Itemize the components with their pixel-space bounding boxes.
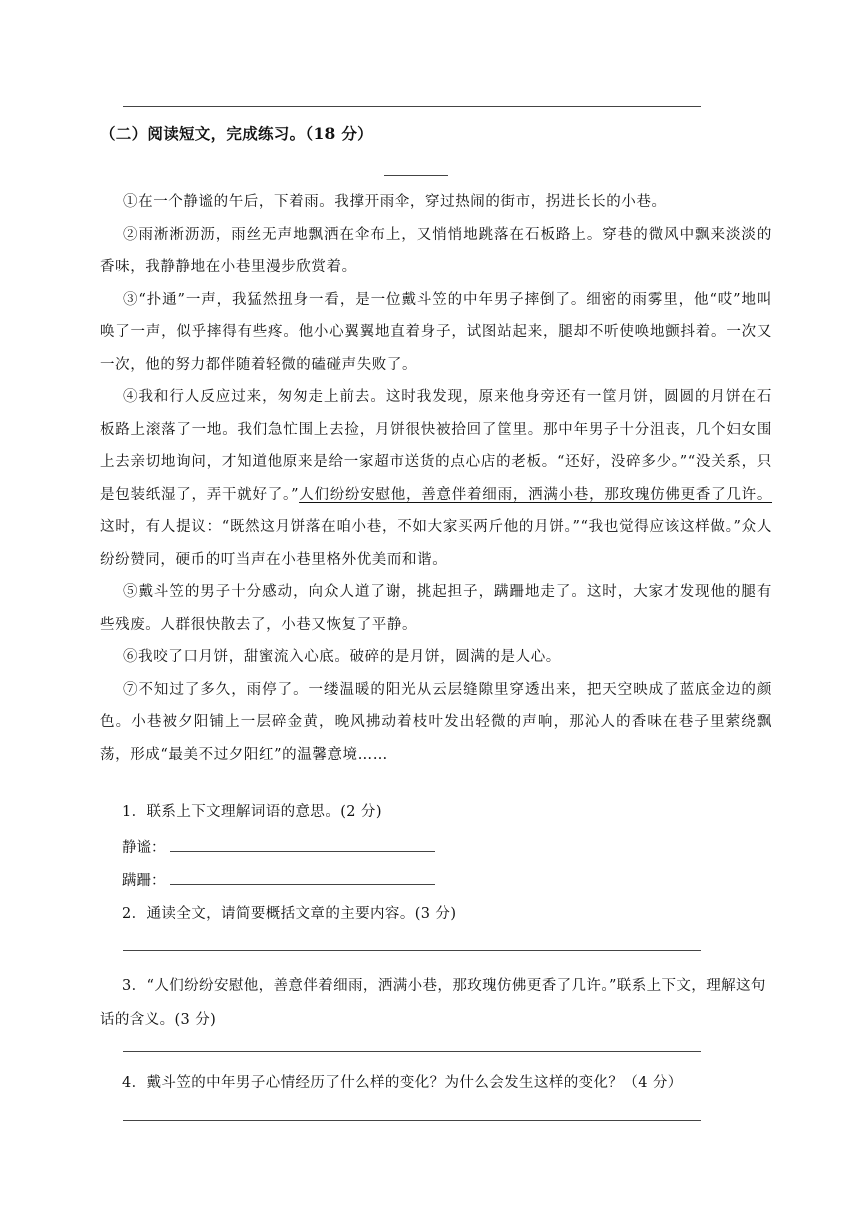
paragraph-6: ⑥我咬了口月饼，甜蜜流入心底。破碎的是月饼，圆满的是人心。: [123, 649, 561, 665]
paragraph-5: ⑤戴斗笠的男子十分感动，向众人道了谢，挑起担子，蹒跚地走了。这时，大家才发现他的腿有些残废。人群很快散去了，小巷又恢复了平静。: [100, 584, 772, 633]
answer-line-top[interactable]: [123, 106, 701, 107]
paragraph-7: ⑦不知过了多久，雨停了。一缕温暖的阳光从云层缝隙里穿透出来，把天空映成了蓝底金边的颜色。小巷被夕阳铺上一层碎金黄，晚风拂动着枝叶发出轻微的声响，那沁人的香味在巷子里萦绕飘荡，形成“最美不过夕阳红”的温馨意境……: [100, 681, 772, 763]
passage: [100, 186, 772, 771]
title-placeholder-line: [384, 175, 448, 176]
paragraph-4-text-after: 这时，有人提议：“既然这月饼落在咱小巷，不如大家买两斤他的月饼。”“我也觉得应该这样做。”众人纷纷赞同，硬币的叮当声在小巷里格外优美而和谐。: [100, 519, 772, 568]
underlined-sentence: 人们纷纷安慰他，善意伴着细雨，洒满小巷，那玫瑰仿佛更香了几许。: [299, 486, 773, 503]
question-1-word-2-answer-line[interactable]: [170, 884, 435, 885]
question-1-word-2-label: 蹒跚：: [122, 873, 166, 889]
paragraph-4-text-before: ④我和行人反应过来，匆匆走上前去。这时我发现，原来他身旁还有一筐月饼，圆圆的月饼在石板路上滚落了一地。我们急忙围上去捡，月饼很快被拾回了筐里。那中年男子十分沮丧，几个妇女围上去亲切地询问，才知道他原来是给一家超市送货的点心店的老板。“还好，没碎多少。”“没关系，只是包装纸湿了，弄干就好了。”: [100, 389, 772, 503]
question-1-word-1-answer-line[interactable]: [170, 851, 435, 852]
question-2: 2．通读全文，请简要概括文章的主要内容。(3 分): [122, 906, 457, 922]
question-1-word-1-label: 静谧：: [122, 840, 166, 856]
question-3: [100, 969, 772, 1037]
question-3-text: 3．“人们纷纷安慰他，善意伴着细雨，洒满小巷，那玫瑰仿佛更香了几许。”联系上下文，理解这句话的含义。(3 分): [100, 978, 766, 1028]
section-title: （二）阅读短文，完成练习。（18 分）: [100, 124, 373, 143]
question-4: 4．戴斗笠的中年男子心情经历了什么样的变化？为什么会发生这样的变化？（4 分）: [122, 1075, 683, 1091]
paragraph-1: ①在一个静谧的午后，下着雨。我撑开雨伞，穿过热闹的街市，拐进长长的小巷。: [123, 194, 667, 210]
paragraph-3: ③“扑通”一声，我猛然扭身一看，是一位戴斗笠的中年男子摔倒了。细密的雨雾里，他“哎”地叫唤了一声，似乎摔得有些疼。他小心翼翼地直着身子，试图站起来，腿却不听使唤地颤抖着。一次又一次，他的努力都伴随着轻微的磕碰声失败了。: [100, 291, 772, 373]
paragraph-4: [100, 381, 772, 576]
question-3-answer-line[interactable]: [123, 1051, 701, 1052]
question-2-answer-line[interactable]: [123, 950, 701, 951]
paragraph-2: ②雨淅淅沥沥，雨丝无声地飘洒在伞布上，又悄悄地跳落在石板路上。穿巷的微风中飘来淡淡的香味，我静静地在小巷里漫步欣赏着。: [100, 226, 772, 275]
question-1: 1．联系上下文理解词语的意思。(2 分): [122, 804, 382, 820]
question-4-answer-line[interactable]: [123, 1120, 701, 1121]
